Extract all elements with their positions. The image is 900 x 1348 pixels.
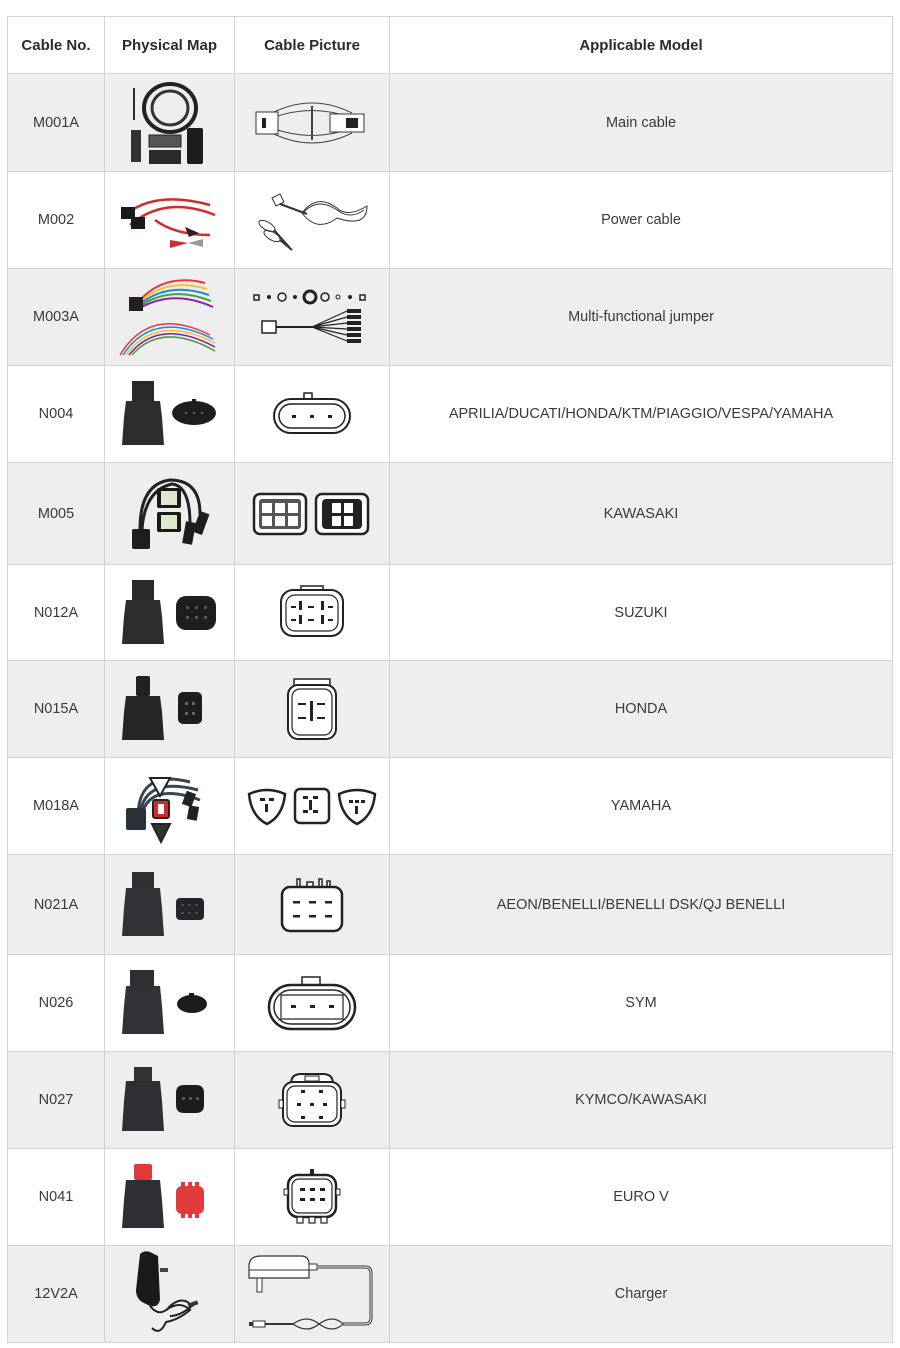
cable-no-cell: 12V2A	[8, 1246, 105, 1343]
header-cable-picture: Cable Picture	[235, 17, 390, 74]
charger-drawing-icon	[247, 1252, 377, 1336]
power-cable-photo-icon	[115, 185, 225, 255]
applicable-model-cell: KYMCO/KAWASAKI	[390, 1052, 893, 1149]
connector-6pin-kymco-drawing-icon	[277, 1070, 347, 1130]
connector-6pin-euro5-drawing-icon	[282, 1167, 342, 1227]
applicable-model-cell: Multi-functional jumper	[390, 269, 893, 366]
table-header-row	[8, 17, 893, 74]
header-physical-map: Physical Map	[105, 17, 235, 74]
cable-no-cell: M005	[8, 463, 105, 565]
table-row	[8, 463, 893, 565]
applicable-model-cell: KAWASAKI	[390, 463, 893, 565]
yamaha-multi-cable-photo-icon	[120, 764, 220, 848]
cable-picture-cell	[235, 463, 390, 565]
cable-no-cell: N027	[8, 1052, 105, 1149]
cable-picture-cell	[235, 366, 390, 463]
adapter-4pin-honda-photo-icon	[120, 674, 220, 744]
applicable-model-cell: Main cable	[390, 74, 893, 172]
cable-table-container	[7, 16, 892, 1343]
applicable-model-cell: HONDA	[390, 661, 893, 758]
physical-map-cell	[105, 758, 235, 855]
applicable-model-cell: Charger	[390, 1246, 893, 1343]
cable-no-cell: M018A	[8, 758, 105, 855]
table-row	[8, 855, 893, 955]
cable-picture-cell	[235, 1149, 390, 1246]
physical-map-cell	[105, 172, 235, 269]
applicable-model-cell: Power cable	[390, 172, 893, 269]
physical-map-cell	[105, 1149, 235, 1246]
table-row	[8, 1246, 893, 1343]
cable-no-cell: N012A	[8, 565, 105, 661]
connector-yamaha-triple-drawing-icon	[247, 786, 377, 826]
cable-picture-cell	[235, 955, 390, 1052]
applicable-model-cell: AEON/BENELLI/BENELLI DSK/QJ BENELLI	[390, 855, 893, 955]
connector-4pin-honda-drawing-icon	[284, 677, 340, 741]
adapter-3pin-oval-photo-icon	[120, 379, 220, 449]
table-row	[8, 955, 893, 1052]
physical-map-cell	[105, 463, 235, 565]
adapter-6pin-photo-icon	[120, 578, 220, 648]
adapter-red-euro5-photo-icon	[120, 1162, 220, 1232]
cable-no-cell: N021A	[8, 855, 105, 955]
table-row	[8, 1052, 893, 1149]
connector-3pin-oval-drawing-icon	[272, 392, 352, 436]
table-row	[8, 269, 893, 366]
table-row	[8, 661, 893, 758]
physical-map-cell	[105, 855, 235, 955]
adapter-6pin-kymco-photo-icon	[120, 1065, 220, 1135]
applicable-model-cell: SYM	[390, 955, 893, 1052]
connector-6pin-benelli-drawing-icon	[279, 877, 345, 933]
connector-kawasaki-pair-drawing-icon	[252, 491, 372, 537]
physical-map-cell	[105, 74, 235, 172]
cable-picture-cell	[235, 1246, 390, 1343]
physical-map-cell	[105, 565, 235, 661]
cable-picture-cell	[235, 758, 390, 855]
table-row	[8, 74, 893, 172]
cable-no-cell: M002	[8, 172, 105, 269]
cable-picture-cell	[235, 269, 390, 366]
charger-photo-icon	[130, 1250, 210, 1338]
cable-no-cell: N026	[8, 955, 105, 1052]
cable-picture-cell	[235, 1052, 390, 1149]
jumper-cable-photo-icon	[115, 275, 225, 360]
connector-3pin-sym-drawing-icon	[267, 975, 357, 1031]
cable-no-cell: M003A	[8, 269, 105, 366]
physical-map-cell	[105, 1052, 235, 1149]
applicable-model-cell: EURO V	[390, 1149, 893, 1246]
table-row	[8, 172, 893, 269]
applicable-model-cell: YAMAHA	[390, 758, 893, 855]
header-applicable-model: Applicable Model	[390, 17, 893, 74]
cable-no-cell: N041	[8, 1149, 105, 1246]
physical-map-cell	[105, 1246, 235, 1343]
main-cable-photo-icon	[125, 80, 215, 166]
physical-map-cell	[105, 366, 235, 463]
power-cable-drawing-icon	[252, 188, 372, 253]
jumper-cable-drawing-icon	[252, 287, 372, 347]
cable-picture-cell	[235, 661, 390, 758]
kawasaki-split-cable-photo-icon	[120, 474, 220, 554]
cable-picture-cell	[235, 565, 390, 661]
main-cable-drawing-icon	[252, 98, 372, 148]
table-row	[8, 366, 893, 463]
cable-picture-cell	[235, 855, 390, 955]
adapter-3pin-sym-photo-icon	[120, 968, 220, 1038]
adapter-6pin-benelli-photo-icon	[120, 870, 220, 940]
applicable-model-cell: SUZUKI	[390, 565, 893, 661]
connector-6pin-suzuki-drawing-icon	[277, 585, 347, 641]
cable-picture-cell	[235, 74, 390, 172]
table-row	[8, 565, 893, 661]
table-row	[8, 758, 893, 855]
physical-map-cell	[105, 269, 235, 366]
header-cable-no: Cable No.	[8, 17, 105, 74]
applicable-model-cell: APRILIA/DUCATI/HONDA/KTM/PIAGGIO/VESPA/YAMAHA	[390, 366, 893, 463]
cable-no-cell: M001A	[8, 74, 105, 172]
physical-map-cell	[105, 955, 235, 1052]
cable-no-cell: N004	[8, 366, 105, 463]
cable-picture-cell	[235, 172, 390, 269]
cable-no-cell: N015A	[8, 661, 105, 758]
cable-compatibility-table	[7, 16, 893, 1343]
physical-map-cell	[105, 661, 235, 758]
table-row	[8, 1149, 893, 1246]
